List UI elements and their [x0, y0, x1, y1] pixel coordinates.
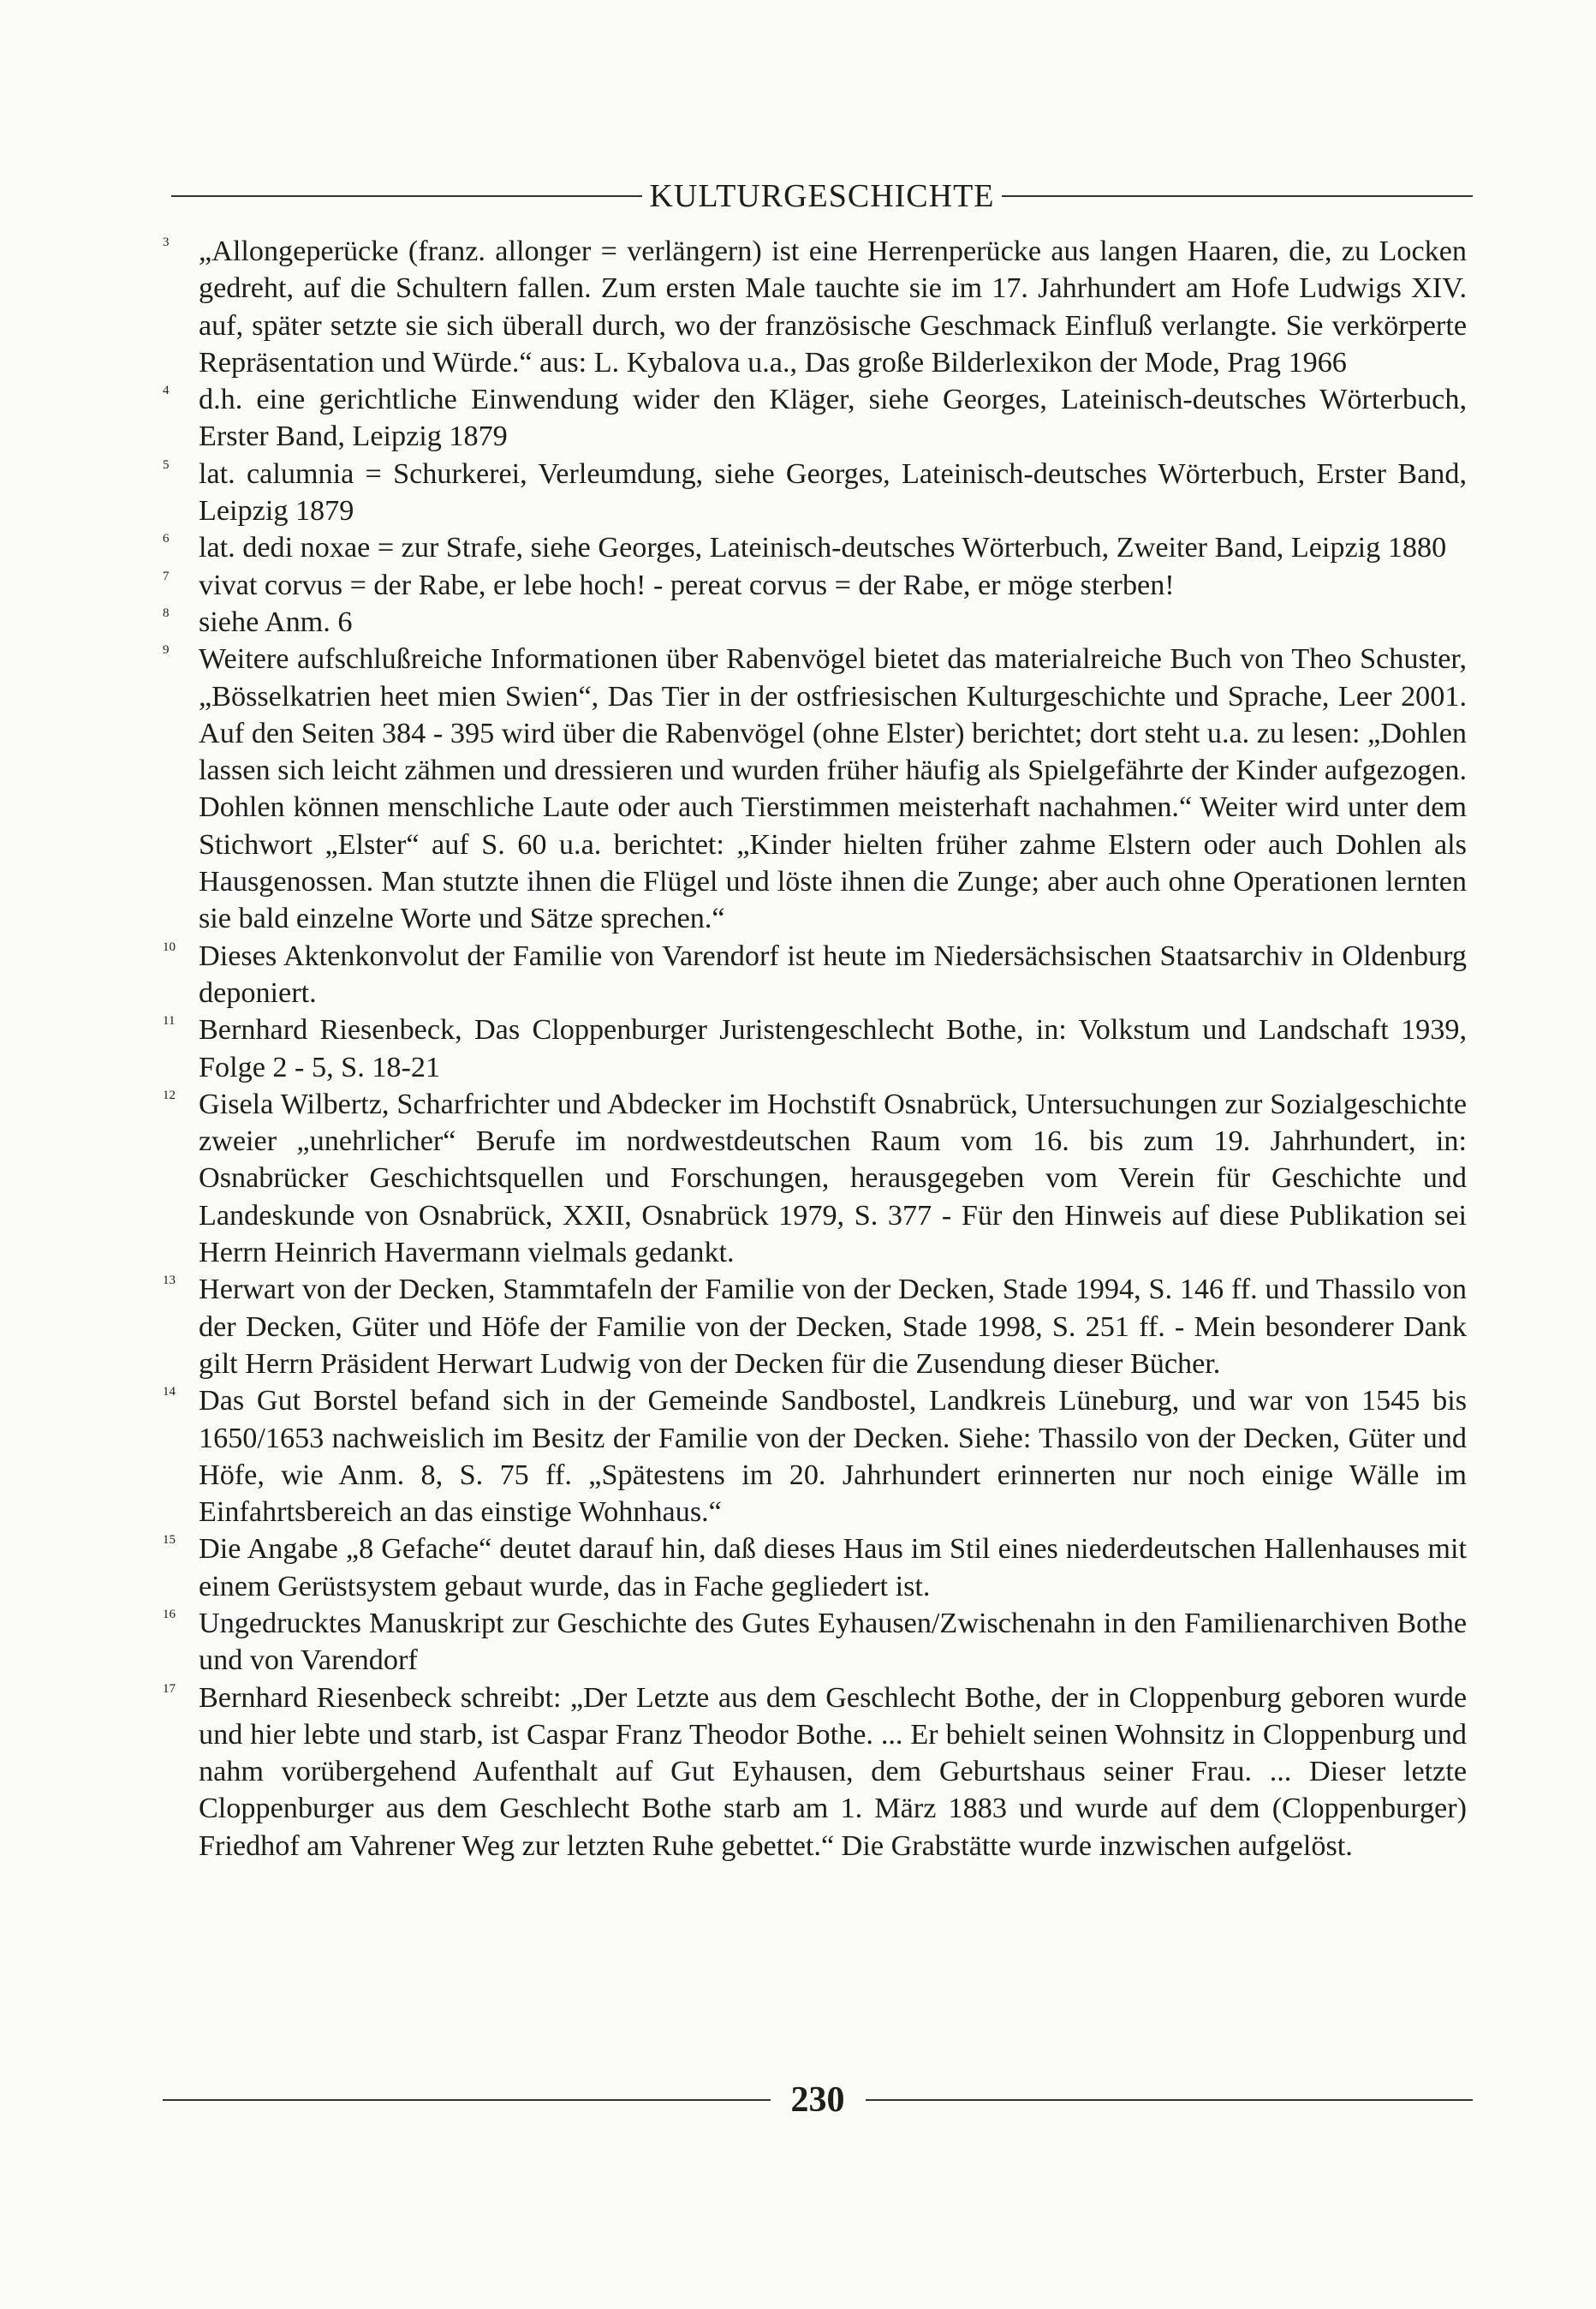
footnote-text: vivat corvus = der Rabe, er lebe hoch! - pereat corvus = der Rabe, er möge sterben! — [199, 569, 1175, 601]
footnote-number: 10 — [163, 940, 176, 954]
page-number: 230 — [790, 2080, 845, 2120]
footnote-text: Dieses Aktenkonvolut der Familie von Varendorf ist heute im Niedersächsischen Staatsarchiv in Oldenburg deponiert. — [199, 940, 1467, 1009]
footnote — [163, 1530, 1467, 1605]
footnote-number: 7 — [163, 569, 170, 583]
footnote-number: 16 — [163, 1607, 176, 1621]
footnote-text: „Allongeperücke (franz. allonger = verlängern) ist eine Herrenperücke aus langen Haaren, die, zu Locken gedreht, auf die Schultern fallen. Zum ersten Male tauchte sie im 17. Jahrhundert am Hofe Ludwigs XIV. auf, später setzte sie sich überall durch, wo der französische Geschmack Einfluß verlangte. Sie verkörperte Repräsentation und Würde.“ aus: L. Kybalova u.a., Das große Bilderlexikon der Mode, Prag 1966 — [199, 236, 1467, 379]
footnote-text: d.h. eine gerichtliche Einwendung wider den Kläger, siehe Georges, Lateinisch-deutsches Wörterbuch, Erster Band, Leipzig 1879 — [199, 384, 1467, 453]
footer-rule-left — [163, 2099, 771, 2101]
footnote-number: 3 — [163, 236, 170, 249]
footnote-number: 12 — [163, 1088, 176, 1102]
header-title: KULTURGESCHICHTE — [649, 178, 995, 214]
footnote — [163, 1605, 1467, 1680]
footnotes-list — [163, 233, 1467, 1865]
footnote-text: lat. dedi noxae = zur Strafe, siehe Georges, Lateinisch-deutsches Wörterbuch, Zweiter Band, Leipzig 1880 — [199, 532, 1447, 564]
footnote-number: 9 — [163, 643, 170, 658]
header-rule-left — [171, 195, 642, 197]
footnote — [163, 233, 1467, 381]
footnote-number: 15 — [163, 1533, 176, 1548]
footnote — [163, 456, 1467, 530]
footnote-number: 8 — [163, 606, 170, 620]
footnote-text: Bernhard Riesenbeck schreibt: „Der Letzte aus dem Geschlecht Bothe, der in Cloppenburg geboren wurde und hier lebte und starb, ist Caspar Franz Theodor Bothe. ... Er behielt seinen Wohnsitz in Cloppenburg und nahm vorübergehend Aufenthalt auf Gut Eyhausen, dem Geburtshaus seiner Frau. ... Dieser letzte Cloppenburger aus dem Geschlecht Bothe starb am 1. März 1883 und wurde auf dem (Cloppenburger) Friedhof am Vahrener Weg zur letzten Ruhe gebettet.“ Die Grabstätte wurde inzwischen aufgelöst. — [199, 1681, 1467, 1862]
footnote-number: 14 — [163, 1385, 176, 1399]
footnote-text: Gisela Wilbertz, Scharfrichter und Abdecker im Hochstift Osnabrück, Untersuchungen zur Sozialgeschichte zweier „unehrlicher“ Berufe im nordwestdeutschen Raum vom 16. bis zum 19. Jahrhundert, in: Osnabrücker Geschichtsquellen und Forschungen, herausgegeben vom Verein für Geschichte und Landeskunde von Osnabrück, XXII, Osnabrück 1979, S. 377 - Für den Hinweis auf diese Publikation sei Herrn Heinrich Havermann vielmals gedankt. — [199, 1088, 1467, 1269]
footnote-number: 5 — [163, 457, 170, 472]
footnote-number: 13 — [163, 1274, 176, 1288]
footnote-text: Weitere aufschlußreiche Informationen über Rabenvögel bietet das materialreiche Buch von Theo Schuster, „Bösselkatrien heet mien Swien“, Das Tier in der ostfriesischen Kulturgeschichte und Sprache, Leer 2001. Auf den Seiten 384 - 395 wird über die Rabenvögel (ohne Elster) berichtet; dort steht u.a. zu lesen: „Dohlen lassen sich leicht zähmen und dressieren und wurden früher häufig als Spielgefährte der Kinder aufgezogen. Dohlen können menschliche Laute oder auch Tierstimmen meisterhaft nachahmen.“ Weiter wird unter dem Stichwort „Elster“ auf S. 60 u.a. berichtet: „Kinder hielten früher zahme Elstern oder auch Dohlen als Hausgenossen. Man stutzte ihnen die Flügel und löste ihnen die Zunge; aber auch ohne Operationen lernten sie bald einzelne Worte und Sätze sprechen.“ — [199, 643, 1467, 935]
footnote-text: siehe Anm. 6 — [199, 606, 353, 638]
page-footer — [163, 2074, 1473, 2126]
footnote — [163, 1382, 1467, 1530]
footnote — [163, 381, 1467, 456]
footnote-text: Das Gut Borstel befand sich in der Gemeinde Sandbostel, Landkreis Lüneburg, und war von 1545 bis 1650/1653 nachweislich im Besitz der Familie von der Decken. Siehe: Thassilo von der Decken, Güter und Höfe, wie Anm. 8, S. 75 ff. „Spätestens im 20. Jahrhundert erinnerten nur noch einige Wälle im Einfahrtsbereich an das einstige Wohnhaus.“ — [199, 1385, 1467, 1529]
footnote — [163, 1011, 1467, 1086]
footer-rule-right — [866, 2099, 1474, 2101]
footnote-number: 4 — [163, 384, 170, 398]
footnote-text: Bernhard Riesenbeck, Das Cloppenburger Juristengeschlecht Bothe, in: Volkstum und Landschaft 1939, Folge 2 - 5, S. 18-21 — [199, 1014, 1467, 1083]
footnote — [163, 529, 1467, 566]
header-rule-right — [1002, 195, 1473, 197]
footnote-number: 17 — [163, 1681, 176, 1696]
footnote — [163, 1086, 1467, 1271]
footnote — [163, 938, 1467, 1012]
footnote-text: Herwart von der Decken, Stammtafeln der Familie von der Decken, Stade 1994, S. 146 ff. und Thassilo von der Decken, Güter und Höfe der Familie von der Decken, Stade 1998, S. 251 ff. - Mein besonderer Dank gilt Herrn Präsident Herwart Ludwig von der Decken für die Zusendung dieser Bücher. — [199, 1274, 1467, 1380]
footnote — [163, 1680, 1467, 1865]
footnote — [163, 604, 1467, 641]
footnote-number: 11 — [163, 1014, 176, 1029]
footnote-text: Ungedrucktes Manuskript zur Geschichte des Gutes Eyhausen/Zwischenahn in den Familienarchiven Bothe und von Varendorf — [199, 1607, 1467, 1677]
footnote-text: Die Angabe „8 Gefache“ deutet darauf hin, daß dieses Haus im Stil eines niederdeutschen Hallenhauses mit einem Gerüstsystem gebaut wurde, das in Fache gegliedert ist. — [199, 1533, 1467, 1602]
running-header — [171, 175, 1473, 218]
footnote — [163, 1271, 1467, 1382]
footnote-text: lat. calumnia = Schurkerei, Verleumdung, siehe Georges, Lateinisch-deutsches Wörterbuch, Erster Band, Leipzig 1879 — [199, 457, 1467, 528]
footnote-number: 6 — [163, 532, 170, 546]
footnote — [163, 567, 1467, 604]
footnote — [163, 641, 1467, 937]
